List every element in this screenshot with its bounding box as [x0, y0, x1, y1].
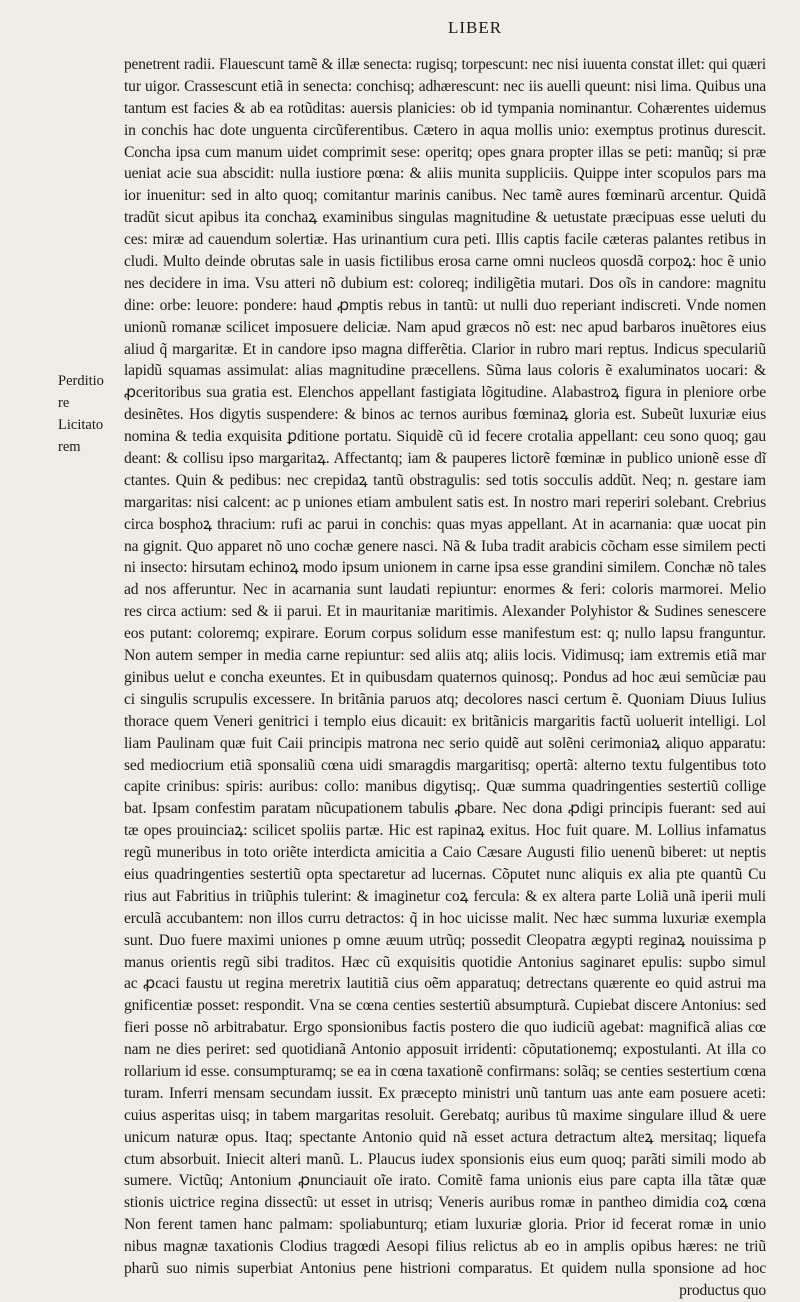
text-line: nomina & tedia exquisita ꝑditione portatu. Siquidẽ cũ id fecere crotalia appellant: ceu sono quoq; gau	[124, 428, 766, 446]
text-line: tradũt sicut apibus ita conchaꝝ examinibus singulas magnitudine & uetustate præcipuas esse ueluti du	[124, 209, 766, 227]
text-line: deant: & collisu ipso margaritaꝝ. Affectantq; iam & pauperes lictorẽ fœminæ in publico unionẽ esse dĩ	[124, 450, 766, 468]
marginal-note-line: Perditio	[58, 373, 104, 389]
text-line: ꝓceritoribus sua gratia est. Elenchos appellant fastigiata lõgitudine. Alabastroꝝ figura in pleniore orbe	[124, 384, 766, 402]
text-line: desinẽtes. Hos digytis suspendere: & binos ac ternos auribus fœminaꝝ gloria est. Subeũt luxuriæ eius	[124, 406, 766, 424]
text-line: productus quo	[679, 1281, 766, 1299]
text-line: rius aut Fabritius in triũphis tulerint: & imaginetur coꝝ fercula: & ex altera parte Loliã unã iperii muli	[124, 887, 766, 905]
text-line: aliud q̃ margaritæ. Et in candore ipso magna differẽtia. Clarior in rubro mari reptus. Indicus speculariũ	[124, 340, 766, 358]
text-line: eius quadringenties sestertiũ opta spectaretur ad lucernas. Cõputet nunc aliquis ex alia pte quantũ Cu	[124, 865, 766, 883]
text-line: ctum absorbuit. Iniecit alteri manũ. L. Plaucus iudex sponsionis eius eum quoq; parãti simili modo ab	[124, 1150, 766, 1168]
text-line: sumere. Victũq; Antonium ꝓnunciauit oĩe irato. Comitẽ fama unionis eius pare capta illa tãtæ quæ	[124, 1172, 766, 1190]
text-line: erculã accubantem: non illos curru detractos: q̃ in hoc uicisse malit. Nec hæc summa luxuriæ exempla	[124, 909, 766, 927]
text-line: gnificentiæ posset: respondit. Vna se cœna centies sestertiũ absumpturã. Cupiebat discere Antonius: sed	[124, 997, 766, 1015]
text-line: rollarium id esse. consumpturamq; se ea in cœna taxationẽ confirmans: solãq; se centies sestertium cœna	[124, 1062, 766, 1080]
text-line: dine: orbe: leuore: pondere: haud ꝓmptis rebus in tantũ: ut nulli duo reperiant indiscreti. Vnde nomen	[124, 296, 766, 314]
text-line: ior inuenitur: sed in alto quoq; comitantur marinis canibus. Nec tamẽ aures fœminarũ arcentur. Quidã	[124, 187, 766, 205]
text-line: nibus magnæ taxationis Clodius tragœdi Aesopi filius relictus ab eo in amplis opibus hæres: ne triũ	[124, 1238, 766, 1256]
text-line: res circa actium: sed & ii parui. Et in mauritaniæ maritimis. Alexander Polyhistor & Sudines senescere	[124, 603, 766, 621]
text-line: ces: miræ ad cauendum solertiæ. Has urinantium cura peti. Illis captis facile cæteras palantes retibus in	[124, 231, 766, 249]
text-line: na gignit. Quo apparet nõ uno cochæ genere nasci. Nã & Iuba tradit arabicis cõcham esse similem pecti	[124, 537, 766, 555]
text-line: fieri posse nõ arbitrabatur. Ergo sponsionibus factis postero die quo iudiciũ agebat: magnificã alias cœ	[124, 1019, 766, 1037]
marginal-note-licitatorem	[58, 415, 103, 459]
text-line: nam ne dies periret: sed quotidianã Antonio apposuit irridenti: cõputationemq; expostulanti. At illa co	[124, 1041, 766, 1059]
text-line: capite crinibus: spiris: auribus: collo: manibus digytisq;. Quæ summa quadringenties sestertiũ collige	[124, 778, 766, 796]
text-line: lapidũ squamas assimulat: alias magnitudine præcellens. Sũma laus coloris ẽ exaluminatos uocari: &	[124, 362, 766, 380]
text-line: cuius asperitas uisq; in tabem margaritas resoluit. Gerebatq; auribus tũ maxime singulare illud & uere	[124, 1106, 766, 1124]
text-line: ac ꝓcaci faustu ut regina meretrix lautitiã cius oẽm apparatuq; detrectans quærente eo quid astrui ma	[124, 975, 766, 993]
text-line: penetrent radii. Flauescunt tamẽ & illæ senecta: rugisq; torpescunt: nec nisi iuuenta constat illet: qui quæri	[124, 56, 766, 73]
text-line: Non ferent tamen hanc palmam: spoliabunturq; etiam luxuriæ gloria. Prior id fecerat romæ in unio	[124, 1216, 766, 1234]
marginal-note-line: rem	[58, 438, 81, 455]
text-line: ueniat acie sua abscidit: nulla iustiore pœna: & aliis munita suppliciis. Quippe inter scopulos pars ma	[124, 165, 766, 183]
text-line: tæ opes prouinciaꝝ: scilicet spoliis partæ. Hic est rapinaꝝ exitus. Hoc fuit quare. M. Lollius infamatus	[124, 822, 766, 840]
text-line: pharũ suo nimis superbiat Antonius pene histrioni comparatus. Et quidem nulla sponsione ad hoc	[124, 1259, 766, 1277]
marginal-note-line: Licitato	[58, 417, 104, 433]
text-line: cludi. Multo deinde obrutas sale in uasis fictilibus erosa carne omni nucleos quosdã corpoꝝ: hoc ẽ unio	[124, 253, 766, 271]
text-line: ni insecto: hirsutam echinoꝝ modo ipsum unionem in carne ipsa esse grandini similem. Conchæ nõ tales	[124, 559, 766, 577]
text-line: tur uigor. Crassescunt etiã in senecta: conchisq; adhærescunt: nec iis auelli queunt: nisi lima. Quibus una	[124, 77, 766, 95]
text-line: circa bosphoꝝ thracium: rufi ac parui in conchis: quas myas appellant. At in acarnania: quæ uocat pin	[124, 515, 766, 533]
text-line: unionũ romanæ scilicet imposuere deliciæ. Nam apud græcos nõ est: nec apud barbaros inuẽtores eius	[124, 318, 766, 336]
text-line: ctantes. Quin & pedibus: nec crepidaꝝ tantũ obstragulis: sed totis socculis addũt. Neq; n. gestare iam	[124, 471, 766, 489]
text-line: unicum naturæ opus. Itaq; spectante Antonio quid nã esset actura detractum alteꝝ mersitaq; liquefa	[124, 1128, 766, 1146]
text-line: turam. Inferri mensam secundam iussit. Ex præcepto ministri unũ tantum uas ante eam posuere aceti:	[124, 1084, 766, 1102]
text-line: nes decidere in ima. Vsu atteri nõ dubium est: coloreq; indiligẽtia mutari. Dos oĩs in candore: magnitu	[124, 274, 766, 292]
text-line: sunt. Duo fuere maximi uniones p omne æuum utrũq; possedit Cleopatra ægypti reginaꝝ nouissima p	[124, 931, 766, 949]
text-line: manus orientis regũ sibi traditos. Hæc cũ exquisitis quotidie Antonius saginaret epulis: supbo simul	[124, 953, 766, 971]
text-line: ginibus uelut e concha exeuntes. Et in quibusdam quaternos quinosq;. Pondus ad hoc æui semũciæ pau	[124, 668, 766, 686]
marginal-note-perditiore	[58, 371, 104, 415]
text-line: stionis uictrice regina dissectũ: ut esset in utrisq; Veneris auribus romæ in pantheo dimidia coꝝ cœna	[124, 1194, 766, 1212]
text-line: regũ muneribus in toto oriẽte interdicta amicitia a Caio Cæsare Augusti filio uenenũ biberet: ut neptis	[124, 844, 766, 862]
body-text	[124, 54, 766, 1302]
running-head: LIBER	[448, 18, 503, 37]
text-line: in conchis hac dote unguenta circũferentibus. Cætero in aqua mollis unio: exemptus protinus durescit.	[124, 121, 766, 139]
text-line: tantum est facies & ab ea rotũditas: auersis planicies: ob id tympania nominantur. Cohærentes uidemus	[124, 99, 766, 117]
text-line: margaritas: nisi calcent: ac p uniones etiam ambulent satis est. In nostro mari reperiri solebant. Crebrius	[124, 493, 766, 511]
text-line: liam Paulinam quæ fuit Caii principis matrona nec serio quidẽ aut solẽni cerimoniaꝝ aliquo apparatu:	[124, 734, 766, 752]
text-line: ad nos afferuntur. Nec in acarnania sunt laudati repiuntur: enormes & feri: coloris marmorei. Melio	[124, 581, 766, 599]
text-line: eos putant: coloremq; expirare. Eorum corpus solidum esse manifestum est: q; nullo lapsu franguntur.	[124, 625, 766, 643]
text-line: Non autem semper in media carne repiuntur: sed aliis atq; aliis locis. Vidimusq; iam extremis etiã mar	[124, 647, 766, 665]
text-line: bat. Ipsam confestim paratam nũcupationem tabulis ꝓbare. Nec dona ꝓdigi principis fuerant: sed aui	[124, 800, 766, 818]
text-line: ci singulis scrupulis excessere. In britãnia paruos atq; decolores nasci certum ẽ. Quoniam Diuus Iulius	[124, 690, 766, 708]
marginal-note-line: re	[58, 394, 70, 411]
text-line: thorace quem Veneri genitrici i templo eius dicauit: ex britãnicis margaritis factũ uoluerit intelligi. Lol	[124, 712, 766, 730]
text-line: sed mediocrium etiã sponsaliũ cœna uidi smaragdis margaritisq; opertã: alterno textu fulgentibus toto	[124, 756, 766, 774]
text-line: Concha ipsa cum manum uidet comprimit sese: operitq; opes gnara propter illas se peti: manũq; si præ	[124, 143, 766, 161]
